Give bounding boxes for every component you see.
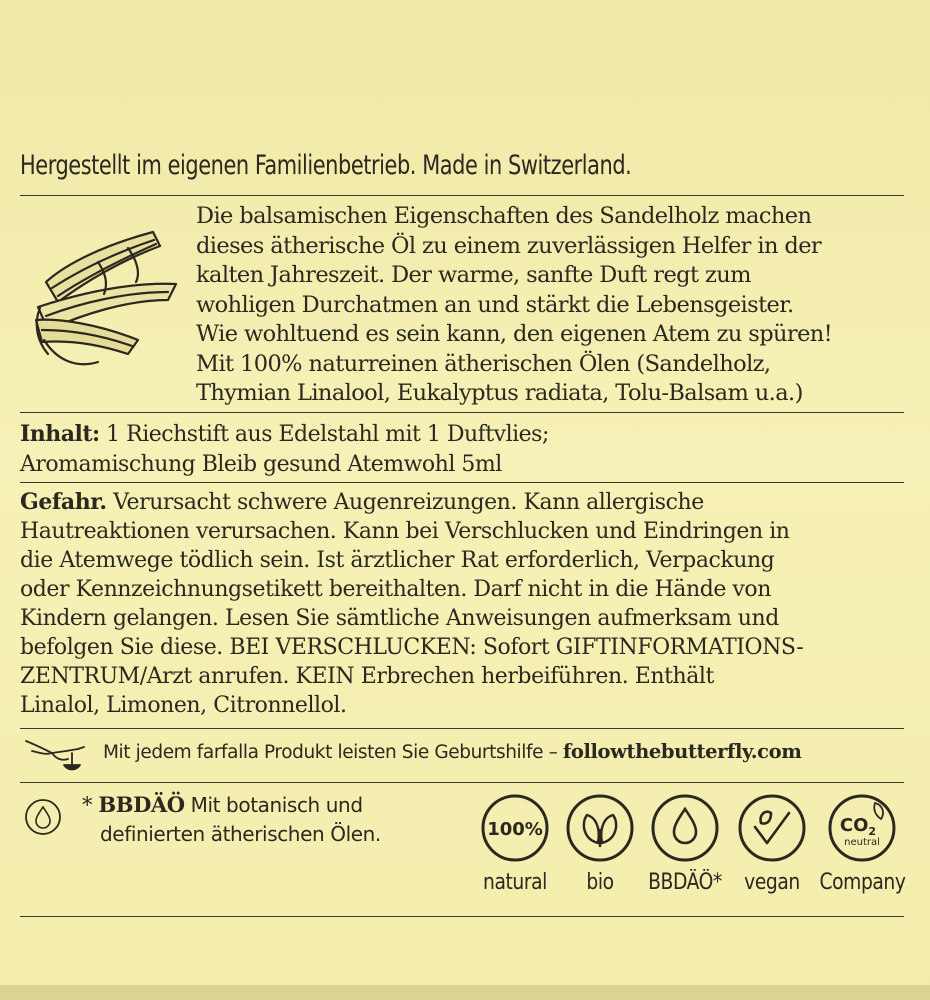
natural-100-badge-icon: [480, 793, 550, 863]
divider: [20, 782, 904, 783]
bio-leaf-badge-icon: [565, 793, 635, 863]
website-link[interactable]: followthebutterfly.com: [562, 740, 802, 763]
description-line: Mit 100% naturreinen ätherischen Ölen (Sandelholz,: [196, 350, 771, 377]
hazard-line: Hautreaktionen verursachen. Kann bei Verschlucken und Eindringen in: [20, 519, 790, 544]
hazard-line: Verursacht schwere Augenreizungen. Kann allergische: [106, 490, 704, 515]
contents-line: Aromamischung Bleib gesund Atemwohl 5ml: [20, 451, 502, 477]
stork-butterfly-icon: [22, 735, 92, 775]
birth-aid-text: Mit jedem farfalla Produkt leisten Sie Geburtshilfe –: [103, 742, 563, 763]
description-line: Thymian Linalool, Eukalyptus radiata, Tolu-Balsam u.a.): [196, 380, 803, 406]
sandalwood-illustration-icon: [28, 222, 188, 372]
divider: [20, 728, 904, 729]
badge-label-vegan: vegan: [744, 870, 800, 895]
badge-label-bbdao: BBDÄÖ*: [648, 870, 722, 895]
badge-icon-text: $CO_2$: [839, 815, 877, 838]
description-line: Die balsamischen Eigenschaften des Sandelholz machen: [196, 203, 812, 229]
label-bottom-edge: [0, 985, 930, 1000]
divider: [20, 195, 904, 196]
tagline: Hergestellt im eigenen Familienbetrieb. Made in Switzerland.: [20, 150, 632, 181]
hazard-line: befolgen Sie diese. BEI VERSCHLUCKEN: Sofort GIFTINFORMATIONS-: [20, 635, 804, 660]
description-line: wohligen Durchatmen an und stärkt die Lebensgeister.: [196, 291, 794, 318]
drop-circle-icon: [24, 798, 62, 836]
product-description: [196, 202, 896, 409]
hazard-label: Gefahr.: [20, 489, 107, 515]
badge-label-company: Company: [819, 870, 906, 895]
hazard-line: Linalol, Limonen, Citronnellol.: [20, 693, 347, 718]
divider: [20, 482, 904, 483]
asterisk: *: [82, 793, 99, 817]
hazard-section: [20, 488, 904, 720]
badge-label-bio: bio: [586, 870, 614, 895]
contents-section: [20, 420, 900, 479]
badge-icon-text: 100%: [487, 819, 543, 840]
vegan-check-badge-icon: [737, 793, 807, 863]
divider: [20, 916, 904, 917]
description-line: dieses ätherische Öl zu einem zuverlässigen Helfer in der: [196, 232, 822, 259]
bbdao-drop-badge-icon: [650, 793, 720, 863]
contents-label: Inhalt:: [20, 421, 100, 447]
hazard-line: die Atemwege tödlich sein. Ist ärztlicher Rat erforderlich, Verpackung: [20, 548, 775, 573]
description-line: Wie wohltuend es sein kann, den eigenen Atem zu spüren!: [196, 321, 833, 347]
bbdao-note: [82, 790, 381, 849]
hazard-line: oder Kennzeichnungsetikett bereithalten. Darf nicht in die Hände von: [20, 577, 771, 602]
bbdao-line: definierten ätherischen Ölen.: [100, 822, 381, 846]
divider: [20, 412, 904, 413]
description-line: kalten Jahreszeit. Der warme, sanfte Duft regt zum: [196, 262, 751, 288]
hazard-line: ZENTRUM/Arzt anrufen. KEIN Erbrechen herbeiführen. Enthält: [20, 664, 714, 689]
birth-aid-note: [103, 740, 801, 763]
badge-label-natural: natural: [483, 870, 547, 895]
bbdao-line: Mit botanisch und: [184, 793, 363, 817]
bbdao-abbr: BBDÄÖ: [98, 792, 185, 817]
co2-neutral-badge-icon: [827, 793, 897, 863]
hazard-line: Kindern gelangen. Lesen Sie sämtliche Anweisungen aufmerksam und: [20, 606, 779, 631]
badge-icon-note: neutral: [844, 837, 880, 848]
contents-line: 1 Riechstift aus Edelstahl mit 1 Duftvlies;: [99, 422, 549, 447]
